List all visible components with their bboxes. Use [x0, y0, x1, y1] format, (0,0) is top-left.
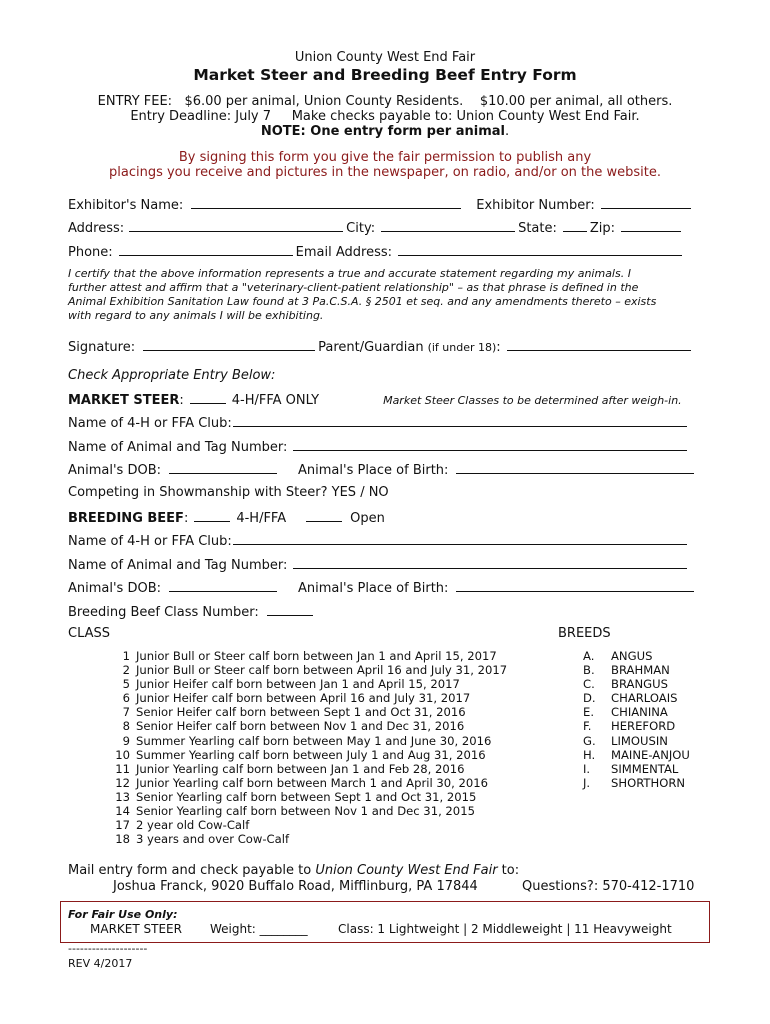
breed-letter: H.: [583, 747, 596, 762]
check-entry-heading: Check Appropriate Entry Below:: [68, 368, 276, 383]
class-item: [108, 748, 507, 762]
class-number: 9: [122, 733, 130, 748]
class-item: [108, 705, 507, 719]
market-club-label: Name of 4-H or FFA Club:: [68, 416, 232, 431]
breed-item: [583, 691, 690, 705]
questions-phone: Questions?: 570-412-1710: [522, 879, 695, 894]
breed-name: BRAHMAN: [611, 663, 670, 678]
market-steer-note: Market Steer Classes to be determined after weigh-in.: [383, 394, 682, 407]
state-field[interactable]: [563, 219, 587, 232]
class-item: [108, 719, 507, 733]
phone-row: [68, 243, 685, 260]
mail-prefix: Mail entry form and check payable to: [68, 863, 316, 878]
signature-label: Signature:: [68, 340, 136, 355]
phone-field[interactable]: [119, 243, 293, 256]
breed-letter: E.: [583, 705, 595, 720]
breed-letter: C.: [583, 677, 595, 692]
mail-address: Joshua Franck, 9020 Buffalo Road, Mifflinburg, PA 17844: [113, 879, 478, 894]
breed-letter: B.: [583, 663, 595, 678]
form-title: Market Steer and Breeding Beef Entry Form: [193, 66, 577, 84]
divider-dashes: --------------------: [68, 942, 148, 955]
parent-guardian-label: Parent/Guardian: [318, 340, 424, 355]
market-animal-tag-label: Name of Animal and Tag Number:: [68, 440, 288, 455]
market-dob-label: Animal's DOB:: [68, 463, 162, 478]
breeding-dob-label: Animal's DOB:: [68, 581, 162, 596]
email-label: Email Address:: [295, 245, 393, 260]
class-description: Senior Yearling calf born between Sept 1 and Oct 31, 2015: [136, 789, 477, 804]
phone-label: Phone:: [68, 245, 113, 260]
exhibitor-row: [68, 196, 694, 213]
class-item: [108, 649, 507, 663]
class-description: Junior Yearling calf born between Jan 1 and Feb 28, 2016: [136, 761, 465, 776]
class-description: Senior Heifer calf born between Sept 1 and Oct 31, 2016: [136, 705, 466, 720]
fair-use-market-steer: MARKET STEER: [90, 922, 182, 936]
market-birthplace-field[interactable]: [456, 461, 694, 474]
certify-line-1: I certify that the above information represents a true and accurate statement regarding my animals. I: [68, 267, 631, 280]
breeding-club-field[interactable]: [233, 532, 687, 545]
breed-name: HEREFORD: [611, 719, 676, 734]
class-number: 10: [115, 747, 130, 762]
class-number: 12: [115, 775, 130, 790]
class-item: [108, 832, 507, 846]
address-field[interactable]: [129, 219, 343, 232]
parent-guardian-colon: :: [496, 340, 501, 355]
breeding-dob-field[interactable]: [169, 579, 277, 592]
entry-fee-line: ENTRY FEE: $6.00 per animal, Union County Residents. $10.00 per animal, all others.: [97, 94, 673, 109]
class-item: [108, 776, 507, 790]
class-description: Junior Bull or Steer calf born between Jan 1 and April 15, 2017: [136, 649, 497, 663]
fair-use-class-info: Class: 1 Lightweight | 2 Middleweight | 11 Heavyweight: [338, 922, 672, 936]
breeding-4h-checkbox[interactable]: [194, 509, 230, 522]
class-number: 1: [122, 649, 130, 663]
breeding-class-row: [68, 603, 316, 620]
market-animal-tag-row: [68, 438, 690, 455]
breed-name: ANGUS: [611, 649, 653, 663]
breeding-beef-colon: :: [183, 511, 189, 526]
showmanship-question: Competing in Showmanship with Steer? YES / NO: [68, 485, 389, 500]
breed-name: SIMMENTAL: [611, 761, 679, 776]
deadline-line: Entry Deadline: July 7 Make checks payable to: Union County West End Fair.: [130, 109, 640, 124]
exhibitor-name-label: Exhibitor's Name:: [68, 198, 184, 213]
market-steer-colon: :: [179, 393, 184, 408]
permission-line-1: By signing this form you give the fair permission to publish any: [178, 150, 592, 165]
mail-payee: Union County West End Fair: [315, 863, 498, 878]
exhibitor-number-field[interactable]: [601, 196, 691, 209]
market-club-field[interactable]: [233, 414, 687, 427]
address-row: [68, 219, 684, 236]
breed-item: [583, 649, 690, 663]
note-text: NOTE: One entry form per animal: [260, 124, 505, 139]
certify-line-3: Animal Exhibition Sanitation Law found at 3 Pa.C.S.A. § 2501 et seq. and any amendments thereto – exists: [68, 295, 657, 308]
breeding-class-label: Breeding Beef Class Number:: [68, 605, 259, 620]
class-number: 7: [122, 705, 130, 720]
market-steer-label: MARKET STEER: [68, 393, 180, 408]
class-number: 18: [115, 832, 130, 847]
breed-item: [583, 762, 690, 776]
breeding-birthplace-field[interactable]: [456, 579, 694, 592]
breeding-birthplace-label: Animal's Place of Birth:: [298, 581, 449, 596]
city-label: City:: [346, 221, 376, 236]
class-item: [108, 663, 507, 677]
breeding-4h-option: 4-H/FFA: [236, 511, 287, 526]
city-field[interactable]: [381, 219, 515, 232]
market-dob-field[interactable]: [169, 461, 277, 474]
class-item: [108, 762, 507, 776]
class-description: Junior Yearling calf born between March 1 and April 30, 2016: [136, 775, 488, 790]
class-heading: CLASS: [68, 626, 111, 641]
breeding-club-label: Name of 4-H or FFA Club:: [68, 534, 232, 549]
class-list: [108, 649, 507, 846]
breed-item: [583, 677, 690, 691]
breed-letter: J.: [583, 775, 591, 790]
breeding-class-field[interactable]: [267, 603, 313, 616]
market-dob-row: [68, 461, 697, 478]
breed-list: [583, 649, 690, 790]
class-description: Junior Heifer calf born between April 16 and July 31, 2017: [136, 691, 471, 706]
market-steer-option: 4-H/FFA ONLY: [231, 393, 320, 408]
breeding-animal-tag-row: [68, 556, 690, 573]
market-steer-checkbox[interactable]: [190, 391, 226, 404]
class-number: 6: [122, 691, 130, 706]
breeding-open-checkbox[interactable]: [306, 509, 342, 522]
class-item: [108, 804, 507, 818]
signature-field[interactable]: [143, 338, 315, 351]
breeding-club-row: [68, 532, 690, 549]
breed-item: [583, 748, 690, 762]
market-birthplace-label: Animal's Place of Birth:: [298, 463, 449, 478]
breeding-dob-row: [68, 579, 697, 596]
breed-letter: D.: [583, 691, 596, 706]
breeding-beef-row: [68, 509, 385, 526]
fair-use-heading: For Fair Use Only:: [68, 908, 178, 921]
class-description: Senior Heifer calf born between Nov 1 and Dec 31, 2016: [136, 719, 465, 734]
class-number: 2: [122, 663, 130, 678]
breed-item: [583, 663, 690, 677]
breeds-heading: BREEDS: [558, 626, 611, 641]
class-number: 14: [115, 804, 130, 819]
breed-item: [583, 705, 690, 719]
class-number: 17: [115, 818, 130, 833]
breed-name: CHIANINA: [611, 705, 668, 720]
breed-item: [583, 719, 690, 733]
fair-name: Union County West End Fair: [294, 50, 476, 65]
breed-name: MAINE-ANJOU: [611, 747, 690, 762]
note-line: [0, 124, 770, 139]
class-item: [108, 691, 507, 705]
class-item: [108, 818, 507, 832]
state-label: State:: [518, 221, 557, 236]
breed-name: SHORTHORN: [611, 775, 686, 790]
breeding-animal-tag-label: Name of Animal and Tag Number:: [68, 558, 288, 573]
breed-item: [583, 734, 690, 748]
class-item: [108, 790, 507, 804]
breed-letter: G.: [583, 733, 596, 748]
exhibitor-number-label: Exhibitor Number:: [476, 198, 595, 213]
note-period: .: [505, 124, 510, 139]
market-club-row: [68, 414, 690, 431]
breed-name: BRANGUS: [611, 677, 668, 692]
mail-line: [68, 863, 519, 878]
class-description: Summer Yearling calf born between May 1 and June 30, 2016: [136, 733, 492, 748]
class-number: 13: [115, 789, 130, 804]
breed-item: [583, 776, 690, 790]
breed-letter: A.: [583, 649, 595, 663]
certify-line-2: further attest and affirm that a "veterinary-client-patient relationship" – as that phrase is defined in the: [68, 281, 639, 294]
breed-letter: F.: [583, 719, 592, 734]
market-steer-row: [68, 391, 682, 408]
zip-field[interactable]: [621, 219, 681, 232]
permission-line-2: placings you receive and pictures in the newspaper, on radio, and/or on the website.: [109, 165, 661, 180]
class-description: Junior Bull or Steer calf born between April 16 and July 31, 2017: [136, 663, 508, 678]
class-description: Junior Heifer calf born between Jan 1 and April 15, 2017: [136, 677, 460, 692]
class-description: Senior Yearling calf born between Nov 1 and Dec 31, 2015: [136, 804, 475, 819]
revision-label: REV 4/2017: [68, 957, 133, 970]
breeding-animal-tag-field[interactable]: [293, 556, 687, 569]
mail-suffix: to:: [497, 863, 520, 878]
signature-row: [68, 338, 694, 355]
breed-letter: I.: [583, 761, 591, 776]
breed-name: CHARLOAIS: [611, 691, 678, 706]
exhibitor-name-field[interactable]: [191, 196, 461, 209]
breed-name: LIMOUSIN: [611, 733, 668, 748]
class-description: 3 years and over Cow-Calf: [136, 832, 290, 847]
class-number: 8: [122, 719, 130, 734]
fair-use-weight: Weight: ________: [210, 922, 308, 936]
parent-guardian-field[interactable]: [507, 338, 691, 351]
class-item: [108, 734, 507, 748]
class-description: 2 year old Cow-Calf: [136, 818, 250, 833]
class-item: [108, 677, 507, 691]
zip-label: Zip:: [589, 221, 616, 236]
breeding-beef-label: BREEDING BEEF: [68, 511, 184, 526]
class-number: 5: [122, 677, 130, 692]
class-description: Summer Yearling calf born between July 1 and Aug 31, 2016: [136, 747, 486, 762]
address-label: Address:: [68, 221, 125, 236]
email-field[interactable]: [398, 243, 682, 256]
parent-guardian-note: (if under 18): [427, 341, 497, 354]
certify-line-4: with regard to any animals I will be exhibiting.: [68, 309, 324, 322]
market-animal-tag-field[interactable]: [293, 438, 687, 451]
class-number: 11: [115, 761, 130, 776]
breeding-open-option: Open: [350, 511, 385, 526]
